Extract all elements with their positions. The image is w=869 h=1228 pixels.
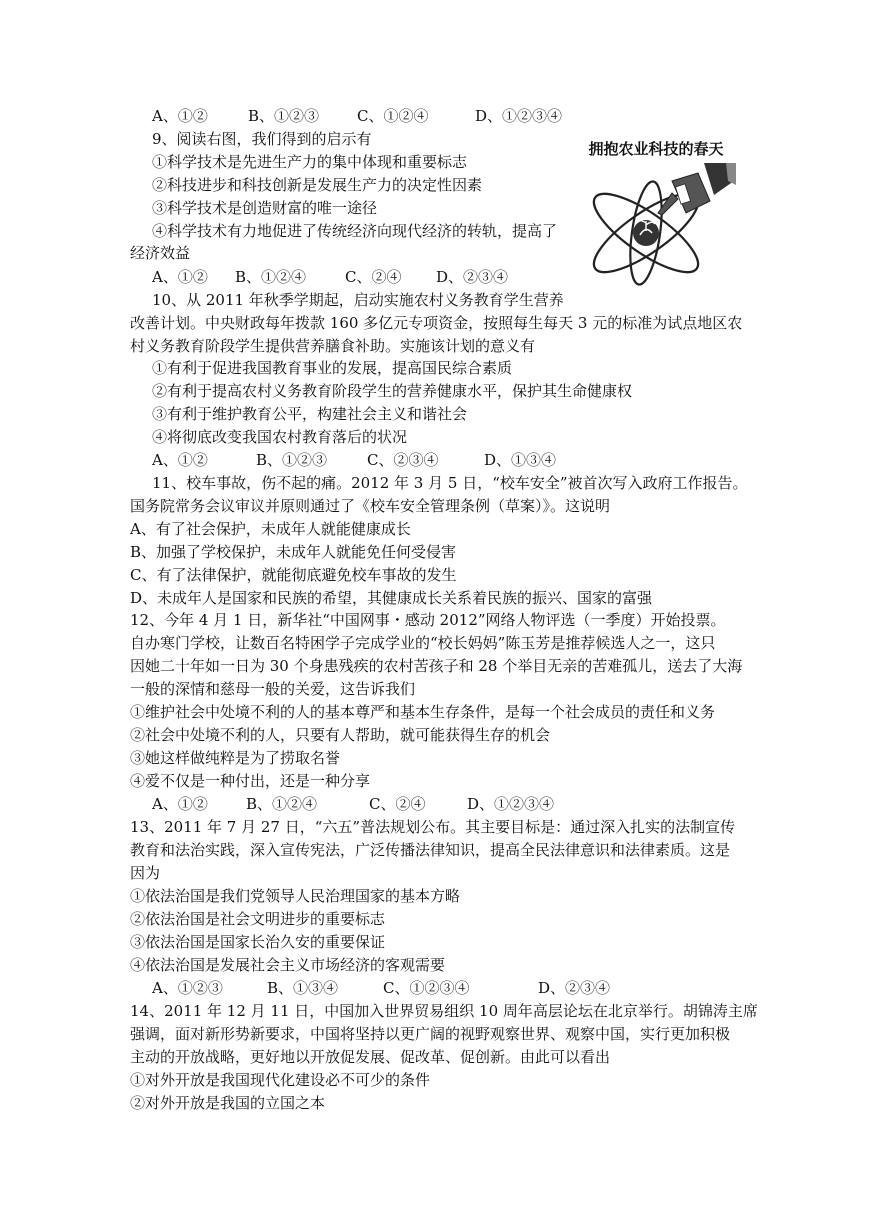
q10-options bbox=[152, 450, 556, 470]
option: D、①③④ bbox=[484, 451, 557, 469]
q10-item: ④将彻底改变我国农村教育落后的状况 bbox=[152, 428, 408, 446]
q12-options bbox=[152, 794, 554, 814]
option: A、①② bbox=[152, 107, 208, 125]
q11-option: C、有了法律保护，就能彻底避免校车事故的发生 bbox=[130, 566, 457, 584]
q10-stem: 10、从 2011 年秋季学期起，启动实施农村义务教育学生营养 bbox=[152, 291, 564, 309]
q12-item: ①维护社会中处境不利的人的基本尊严和基本生存条件，是每一个社会成员的责任和义务 bbox=[130, 703, 716, 721]
option: B、①②③ bbox=[248, 107, 320, 125]
option: A、①② bbox=[152, 268, 208, 286]
cartoon-title: 拥抱农业科技的春天 bbox=[588, 140, 724, 158]
q11-option: D、未成年人是国家和民族的希望，其健康成长关系着民族的振兴、国家的富强 bbox=[130, 589, 653, 607]
option: C、②④ bbox=[345, 268, 402, 286]
q13-stem: 因为 bbox=[130, 864, 161, 882]
q13-item: ②依法治国是社会文明进步的重要标志 bbox=[130, 910, 386, 928]
q11-stem: 国务院常务会议审议并原则通过了《校车安全管理条例（草案）》。这说明 bbox=[130, 497, 611, 515]
option: C、①②④ bbox=[357, 107, 429, 125]
option: D、①②③④ bbox=[475, 107, 563, 125]
q14-item: ②对外开放是我国的立国之本 bbox=[130, 1094, 326, 1112]
option: B、①③④ bbox=[267, 979, 339, 997]
q10-item: ①有利于促进我国教育事业的发展，提高国民综合素质 bbox=[152, 359, 513, 377]
q12-item: ④爱不仅是一种付出，还是一种分享 bbox=[130, 772, 371, 790]
option: C、①②③④ bbox=[383, 979, 470, 997]
q11-option: B、加强了学校保护，未成年人就能免任何受侵害 bbox=[130, 543, 457, 561]
q13-stem: 13、2011 年 7 月 27 日，“六五”普法规划公布。其主要目标是：通过深入扎实的法制宣传 bbox=[130, 818, 736, 836]
q11-option: A、有了社会保护，未成年人就能健康成长 bbox=[130, 520, 411, 538]
q12-stem: 因她二十年如一日为 30 个身患残疾的农村苦孩子和 28 个举目无亲的苦难孤儿，送去了大海 bbox=[130, 657, 743, 675]
q10-item: ③有利于维护教育公平，构建社会主义和谐社会 bbox=[152, 405, 468, 423]
q12-item: ③她这样做纯粹是为了捞取名誉 bbox=[130, 749, 341, 767]
q9-item: ④科学技术有力地促进了传统经济向现代经济的转轨，提高了 bbox=[152, 222, 558, 240]
q14-stem: 主动的开放战略，更好地以开放促发展、促改革、促创新。由此可以看出 bbox=[130, 1048, 611, 1066]
q14-stem: 强调，面对新形势新要求，中国将坚持以更广阔的视野观察世界、观察中国，实行更加积极 bbox=[130, 1025, 731, 1043]
option: B、①②④ bbox=[235, 268, 307, 286]
q13-item: ①依法治国是我们党领导人民治理国家的基本方略 bbox=[130, 887, 461, 905]
q9-stem: 9、阅读右图，我们得到的启示有 bbox=[152, 130, 372, 148]
option: D、①②③④ bbox=[467, 795, 555, 813]
q13-item: ③依法治国是国家长治久安的重要保证 bbox=[130, 933, 386, 951]
q14-item: ①对外开放是我国现代化建设必不可少的条件 bbox=[130, 1071, 431, 1089]
q12-item: ②社会中处境不利的人，只要有人帮助，就可能获得生存的机会 bbox=[130, 726, 551, 744]
option: A、①② bbox=[152, 795, 208, 813]
option: C、②④ bbox=[369, 795, 426, 813]
atom-watering-can-cartoon-icon bbox=[576, 163, 736, 291]
option: D、②③④ bbox=[538, 979, 611, 997]
q9-item: ②科技进步和科技创新是发展生产力的决定性因素 bbox=[152, 176, 483, 194]
q11-stem: 11、校车事故，伤不起的痛。2012 年 3 月 5 日，“校车安全”被首次写入政府工作报告。 bbox=[152, 474, 748, 492]
option: B、①②③ bbox=[256, 451, 328, 469]
q8-options bbox=[152, 106, 562, 126]
q13-options bbox=[152, 978, 610, 998]
q12-stem: 自办寒门学校，让数百名特困学子完成学业的“校长妈妈”陈玉芳是推荐候选人之一，这只 bbox=[130, 634, 716, 652]
q10-item: ②有利于提高农村义务教育阶段学生的营养健康水平，保护其生命健康权 bbox=[152, 382, 633, 400]
q14-stem: 14、2011 年 12 月 11 日，中国加入世界贸易组织 10 周年高层论坛在北京举行。胡锦涛主席 bbox=[130, 1002, 758, 1020]
option: C、②③④ bbox=[367, 451, 439, 469]
q9-options bbox=[152, 267, 508, 287]
option: A、①② bbox=[152, 451, 208, 469]
q9-cartoon bbox=[576, 139, 736, 291]
q9-item: ①科学技术是先进生产力的集中体现和重要标志 bbox=[152, 153, 468, 171]
q12-stem: 12、今年 4 月 1 日，新华社“中国网事・感动 2012”网络人物评选（一季度）开始投票。 bbox=[130, 611, 726, 629]
q9-item: ③科学技术是创造财富的唯一途径 bbox=[152, 199, 378, 217]
option: B、①②④ bbox=[246, 795, 318, 813]
q13-stem: 教育和法治实践，深入宣传宪法，广泛传播法律知识，提高全民法律意识和法律素质。这是 bbox=[130, 841, 731, 859]
q9-item: 经济效益 bbox=[130, 244, 191, 262]
q10-stem: 村义务教育阶段学生提供营养膳食补助。实施该计划的意义有 bbox=[130, 337, 536, 355]
option: D、②③④ bbox=[436, 268, 509, 286]
q10-stem: 改善计划。中央财政每年拨款 160 多亿元专项资金，按照每生每天 3 元的标准为试点地区农 bbox=[130, 314, 743, 332]
option: A、①②③ bbox=[152, 979, 223, 997]
q13-item: ④依法治国是发展社会主义市场经济的客观需要 bbox=[130, 956, 446, 974]
q12-stem: 一般的深情和慈母一般的关爱，这告诉我们 bbox=[130, 680, 416, 698]
